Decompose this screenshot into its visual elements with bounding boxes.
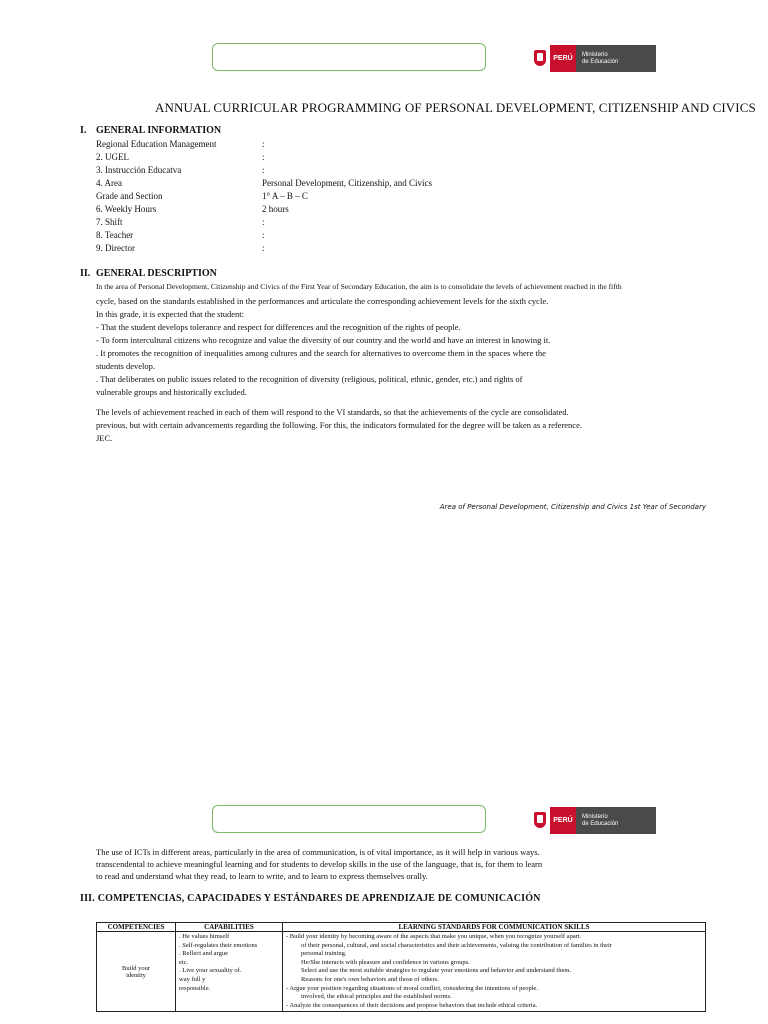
logo-country: PERÚ xyxy=(550,45,576,72)
info-label: 2. UGEL xyxy=(96,152,129,162)
description-line: previous, but with certain advancements regarding the following. For this, the indicators formulated for the degree will be taken as a reference. xyxy=(96,420,582,430)
info-value: : xyxy=(262,217,265,227)
minedu-logo xyxy=(530,45,656,72)
capability-item: . Self-regulates their emotions xyxy=(179,941,258,949)
col-header-standards: LEARNING STANDARDS FOR COMMUNICATION SKILLS xyxy=(283,923,706,932)
description-line: cycle, based on the standards established in the performances and articulate the corresponding achievement levels for the sixth cycle. xyxy=(96,296,549,306)
header-text-box xyxy=(212,805,486,833)
header-text-box xyxy=(212,43,486,71)
info-label: 3. Instrucción Educatva xyxy=(96,165,182,175)
capability-item: responsible. xyxy=(179,984,211,992)
description-line: vulnerable groups and historically excluded. xyxy=(96,387,247,397)
crest-icon xyxy=(530,45,550,72)
capability-item: etc. xyxy=(179,958,189,966)
logo-ministry: Ministerio de Educación xyxy=(576,45,656,72)
info-value: : xyxy=(262,139,265,149)
intro-line: The use of ICTs in different areas, particularly in the area of communication, is of vital importance, as it will help in various ways. xyxy=(96,847,540,857)
info-value: : xyxy=(262,165,265,175)
standard-item: Reasons for one's own behaviors and those of others. xyxy=(301,975,439,983)
info-value: : xyxy=(262,243,265,253)
info-label: Regional Education Management xyxy=(96,139,217,149)
info-label: 7. Shift xyxy=(96,217,123,227)
description-line: In the area of Personal Development, Citizenship and Civics of the First Year of Secondary Education, the aim is to consolidate the levels of achievement reached in the fifth xyxy=(96,282,622,291)
standard-item: personal training. xyxy=(301,950,347,958)
section-1-heading: I. GENERAL INFORMATION xyxy=(80,125,222,136)
standard-item: involved, the ethical principles and the established norms. xyxy=(301,993,452,1001)
capability-item: . Live your sexuality of. xyxy=(179,967,242,975)
description-line: . That deliberates on public issues related to the recognition of diversity (religious, political, ethnic, gender, etc.) and rights of xyxy=(96,374,523,384)
standard-item: - Build your identity by becoming aware of the aspects that make you unique, when you recognize yourself apart. xyxy=(286,933,582,940)
info-label: 4. Area xyxy=(96,178,122,188)
info-label: Grade and Section xyxy=(96,191,163,201)
description-line: JEC. xyxy=(96,433,113,443)
section-3-heading: III. COMPETENCIAS, CAPACIDADES Y ESTÁNDARES DE APRENDIZAJE DE COMUNICACIÓN xyxy=(80,893,541,904)
description-line: In this grade, it is expected that the student: xyxy=(96,309,245,319)
standard-item: He/She interacts with pleasure and confidence in various groups. xyxy=(301,958,470,966)
standard-item: - Analyze the consequences of their decisions and propose behaviors that include ethical criteria. xyxy=(286,1001,538,1009)
info-label: 8. Teacher xyxy=(96,230,134,240)
section-2-heading: II. GENERAL DESCRIPTION xyxy=(80,268,217,279)
table-header-row xyxy=(97,923,706,932)
page-footer-note: Area of Personal Development, Citizenship and Civics 1st Year of Secondary xyxy=(439,503,706,511)
capability-item: . He values himself xyxy=(179,933,230,940)
info-value: : xyxy=(262,152,265,162)
logo-country: PERÚ xyxy=(550,807,576,834)
document-title: ANNUAL CURRICULAR PROGRAMMING OF PERSONAL DEVELOPMENT, CITIZENSHIP AND CIVICS xyxy=(155,100,756,115)
description-line: - That the student develops tolerance and respect for differences and the recognition of the rights of people. xyxy=(96,322,461,332)
intro-line: transcendental to achieve meaningful learning and for students to develop skills in the use of the language, that is, for them to learn xyxy=(96,859,543,869)
info-label: 9. Director xyxy=(96,243,135,253)
info-value: Personal Development, Citizenship, and Civics xyxy=(262,178,432,188)
standard-item: Select and use the most suitable strategies to regulate your emotions and behavior and understand them. xyxy=(301,967,572,975)
capabilities-cell xyxy=(176,932,283,1012)
capability-item: way full y xyxy=(179,975,206,983)
table-row xyxy=(97,932,706,1012)
minedu-logo xyxy=(530,807,656,834)
standards-cell xyxy=(283,932,706,1012)
crest-icon xyxy=(530,807,550,834)
capability-item: . Reflect and argue xyxy=(179,950,228,958)
col-header-competencies: COMPETENCIES xyxy=(97,923,176,932)
description-line: - To form intercultural citizens who recognize and value the diversity of our country and the world and have an interest in knowing it. xyxy=(96,335,551,345)
description-line: . It promotes the recognition of inequalities among cultures and the search for alternatives to overcome them in the spaces where the xyxy=(96,348,546,358)
description-line: The levels of achievement reached in each of them will respond to the VI standards, so that the achievements of the cycle are consolidated. xyxy=(96,407,569,417)
description-line: students develop. xyxy=(96,361,156,371)
info-value: : xyxy=(262,230,265,240)
info-value: 2 hours xyxy=(262,204,289,214)
intro-line: to read and understand what they read, to learn to write, and to learn to express themselves orally. xyxy=(96,871,428,881)
logo-ministry: Ministerio de Educación xyxy=(576,807,656,834)
info-value: 1° A – B – C xyxy=(262,191,308,201)
standard-item: of their personal, cultural, and social characteristics and their achievements, valuing the contribution of families in their xyxy=(301,941,612,949)
info-label: 6. Weekly Hours xyxy=(96,204,157,214)
standard-item: - Argue your position regarding situations of moral conflict, considering the intentions of people. xyxy=(286,984,539,992)
competencies-table xyxy=(96,922,706,1012)
col-header-capabilities: CAPABILITIES xyxy=(176,923,283,932)
competence-cell: Build your identity xyxy=(97,932,176,1012)
